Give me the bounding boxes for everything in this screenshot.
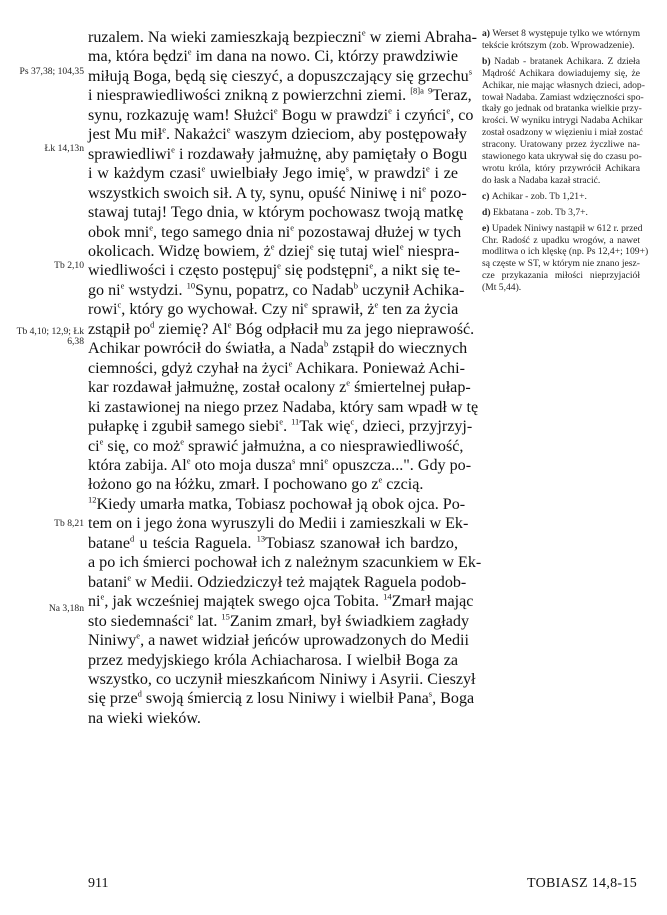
superscript-marker: e: [346, 377, 351, 388]
text-line: ruzalem. Na wieki zamieszkają bezpieczni$^e$ w ziemi Abraha-: [88, 27, 477, 46]
text-line: przez medyjskiego króla Achiacharosa. I wielbił Boga za: [88, 651, 458, 669]
superscript-marker: s: [468, 66, 473, 77]
superscript-marker: e: [399, 241, 404, 252]
text-line: sto siedemnaści$^e$ lat. $^{15}$Zanim zmarł, był świadkiem zagłady: [88, 611, 470, 630]
footnote-line: są częste w ST, w którym nie znano jesz-: [482, 258, 640, 270]
footnote: [482, 28, 640, 52]
superscript-marker: e: [187, 47, 192, 58]
superscript-marker: d: [137, 689, 142, 700]
footnote-line: d) Ekbatana - zob. Tb 3,7+.: [482, 206, 588, 218]
margin-ref: Łk 14,13n: [44, 143, 84, 154]
superscript-marker: e: [99, 436, 104, 447]
footnote-line: cze przykazania miłości nieprzyjaciół: [482, 270, 640, 282]
superscript-marker: e: [304, 299, 308, 310]
footnote-line: Mądrość Achikara dowiadujemy się, że: [482, 67, 640, 79]
superscript-marker: e: [162, 124, 166, 135]
margin-ref: Tb 2,10: [54, 260, 84, 271]
text-line: sprawiedliwi$^e$ i rozdawały jałmużnę, aby pamiętały o Bogu: [88, 144, 468, 163]
margin-ref: Ps 37,38; 104,35: [19, 66, 84, 77]
superscript-marker: e: [186, 455, 191, 466]
superscript-marker: b: [323, 338, 329, 349]
superscript-marker: e: [290, 222, 295, 233]
text-line: obok mni$^e$, tego samego dnia $ni^e$ pozostawaj dłużej w tych: [88, 222, 462, 241]
text-line: tem on i jego żona wyruszyli do Medii i zamieszkali w Ek-: [88, 515, 469, 533]
text-line: wiedliwości i często postępuj$^e$ się podstępni$^e$, a nikt się te-: [88, 261, 461, 280]
footnote-line: krości. W wyniku intrygi Nadaba Achikar: [482, 115, 643, 127]
footnote-line: wrotu króla, który przywrócił Achikara: [482, 162, 640, 174]
superscript-marker: e: [425, 163, 430, 174]
text-line: Achikar powrócił do światła, a Nada$^b$ zstąpił do wiecznych: [88, 338, 468, 358]
superscript-marker: e: [361, 27, 366, 38]
superscript-marker: s: [345, 163, 349, 174]
footnote-line: został osadzony w więzieniu i miał zostać: [482, 127, 643, 139]
superscript-marker: e: [149, 222, 154, 233]
text-line: okolicach. Widzę bowiem, $ż^e$ dziej$^e$ się tutaj wiel$^e$ niespra-: [88, 241, 460, 260]
superscript-marker: e: [309, 241, 314, 252]
footnote: [482, 207, 640, 219]
superscript-marker: d: [150, 319, 155, 330]
text-line: batane$^d$ u teścia Raguela. $^{13}$Tobiasz szanował ich bardzo,: [88, 533, 458, 552]
text-line: ma, która będzi$^e$ im dana na nowo. Ci, którzy prawdziwie: [88, 47, 458, 66]
margin-ref: Tb 8,21: [54, 518, 84, 529]
footnote-line: (Mt 5,44).: [482, 282, 522, 294]
footnote-marker: b): [482, 55, 495, 67]
superscript-marker: e: [279, 416, 284, 427]
superscript-marker: e: [120, 280, 125, 291]
footnote-line: c) Achikar - zob. Tb 1,21+.: [482, 190, 587, 202]
footnote: [482, 191, 640, 203]
superscript-marker: e: [201, 163, 206, 174]
text-line: ki zastawionej na niego przez Nadaba, który sam wpadł w tę: [88, 398, 479, 416]
text-line: pułapkę i zgubił samego siebi$^e$. $^{11}$Tak wię$^c$, dzieci, przyjrzyj-: [88, 416, 473, 436]
superscript-marker: e: [324, 455, 329, 466]
footnote: [482, 222, 649, 294]
footnote-line: Chr. Radość z upadku wrogów, a nawet: [482, 234, 640, 246]
text-line: go $ni^e$ wstydzi. $^{10}$Synu, popatrz, co Nadab$^b$ uczynił Achika-: [88, 280, 465, 299]
text-line: zstąpił $po^d$ ziemię? Al$^e$ Bóg odpłacił mu za jego nieprawość.: [88, 319, 475, 338]
superscript-marker: c: [117, 299, 122, 310]
text-line: $ni^e$, jak wcześniej majątek swego ojca Tobita. $^{14}$Zmarł mając: [88, 591, 474, 611]
superscript-marker: e: [180, 436, 185, 447]
footnote-line: modlitwa o ich klęskę (np. Ps 12,4+; 109+): [482, 246, 649, 258]
margin-ref: Na 3,18n: [48, 603, 84, 614]
text-line: i w każdym czasi$^e$ uwielbiały Jego imię$^s$, w prawdzi$^e$ i ze: [88, 163, 459, 183]
margin-ref-text: Tb 4,10; 12,9; Łk 6,38: [16, 326, 84, 347]
footnote-line: a) Werset 8 występuje tylko we wtórnym: [482, 28, 641, 39]
footnote-marker: e): [482, 222, 492, 234]
main-text: [88, 27, 482, 728]
footnote-marker: a): [482, 28, 493, 39]
superscript-marker: e: [100, 591, 105, 602]
superscript-marker: e: [422, 183, 427, 194]
superscript-marker: s: [428, 689, 433, 700]
text-line: miłują Boga, będą się cieszyć, a dopuszczający się grzechu$^s$: [88, 66, 473, 85]
superscript-marker: e: [277, 261, 281, 272]
superscript-marker: e: [378, 475, 383, 486]
footnote-line: stracony. Uratowany przez życzliwe na-: [482, 139, 640, 151]
text-line: a po ich śmierci pochował ich z należnym szacunkiem w Ek-: [88, 554, 482, 572]
superscript-marker: e: [270, 241, 275, 252]
footnotes: [482, 28, 649, 298]
superscript-marker: e: [127, 572, 132, 583]
superscript-marker: e: [171, 144, 175, 155]
superscript-marker: e: [369, 261, 374, 272]
superscript-marker: d: [130, 533, 135, 544]
footnote-line: tował Nadaba. Zamiast wdzięczności spo-: [482, 91, 644, 103]
superscript-marker: e: [227, 319, 232, 330]
superscript-marker: 12: [88, 494, 97, 505]
superscript-marker: e: [136, 630, 141, 641]
superscript-marker: e: [374, 299, 379, 310]
running-title: TOBIASZ 14,8-15: [526, 876, 637, 891]
footnote: [482, 55, 645, 187]
superscript-marker: s: [292, 455, 296, 466]
text-line: Niniwy$^e$, a nawet widział jeńców uprowadzonych do Medii: [88, 630, 469, 650]
footnote-line: tekście krótszym (zob. Wprowadzenie).: [482, 39, 635, 51]
footnote-line: e) Upadek Niniwy nastąpił w 612 r. przed: [482, 222, 643, 234]
superscript-marker: e: [226, 124, 231, 135]
superscript-marker: c: [350, 416, 355, 427]
superscript-marker: e: [388, 105, 392, 116]
text-line: kar rozdawał jałmużnę, został ocalony $z^e$ śmiertelnej pułap-: [88, 377, 471, 397]
superscript-marker: 14: [383, 591, 392, 602]
footnote-marker: c): [482, 190, 492, 202]
superscript-marker: 10: [186, 280, 196, 291]
text-line: wszystko, co uczynił mieszkańcom Niniwy i Asyrii. Cieszył: [88, 670, 476, 688]
superscript-marker: e: [273, 105, 278, 116]
superscript-marker: b: [353, 280, 358, 291]
text-line: na wieki wieków.: [88, 709, 201, 727]
text-line: wszystkich swoich sił. A ty, synu, opuść Niniwę i $ni^e$ pozo-: [88, 183, 467, 202]
text-line: ciemności, gdyż czyhał na życi$^e$ Achikara. Ponieważ Achi-: [88, 358, 465, 377]
footnote-line: b) Nadab - bratanek Achikara. Z dzieła: [482, 55, 640, 67]
text-line: się prze$^d$ swoją śmiercią z losu Niniwy i wielbił Pana$^s$, Boga: [88, 689, 475, 708]
superscript-marker: e: [446, 105, 451, 116]
superscript-marker: 15: [221, 611, 230, 622]
text-line: łożono go na łóżku, zmarł. I pochowano go $z^e$ czcią.: [88, 475, 424, 494]
margin-ref: [14, 327, 84, 347]
text-line: jest Mu mił$^e$. Nakażci$^e$ waszym dzieciom, aby postępowały: [88, 124, 467, 144]
footnote-marker: d): [482, 206, 493, 218]
footnote-line: stawionego kata ukrywał się do czasu po-: [482, 151, 642, 163]
superscript-marker: 13: [256, 533, 266, 544]
superscript-marker: e: [189, 611, 194, 622]
footnote-line: do łask a Nadaba kazał stracić.: [482, 174, 601, 186]
superscript-marker: e: [288, 358, 293, 369]
footnote-line: tkały go jednak od bratanka wielkie przy-: [482, 103, 642, 115]
text-line: $ci^e$ się, co moż$^e$ sprawić jałmużna, a co niesprawiedliwość,: [88, 436, 464, 455]
text-line: $^{12}$Kiedy umarła matka, Tobiasz pochował ją obok ojca. Po-: [88, 494, 466, 513]
text-line: i niesprawiedliwości znikną z powierzchni ziemi. $^{[8]a}$ $^9$Teraz,: [88, 86, 472, 105]
superscript-marker: [8]a: [410, 86, 424, 96]
superscript-marker: 11: [291, 416, 300, 427]
text-line: która zabija. Al$^e$ oto moja dusza$^s$ mni$^e$ opuszcza...". Gdy po-: [88, 455, 472, 474]
text-line: stawaj tutaj! Tego dnia, w którym pochowasz twoją matkę: [88, 204, 464, 222]
text-line: synu, rozkazuję wam! Służci$^e$ Bogu w prawdzi$^e$ i czyńci$^e$, co: [88, 105, 474, 124]
text-line: rowi$^c$, który go wychował. Czy $ni^e$ sprawił, $ż^e$ ten za życia: [88, 299, 459, 319]
page-number: 911: [88, 876, 109, 891]
text-line: batani$^e$ w Medii. Odziedziczył też majątek Raguela podob-: [88, 572, 467, 591]
superscript-marker: 9: [427, 86, 433, 96]
footnote-line: Achikar, nie mając własnych dzieci, adop-: [482, 79, 645, 91]
